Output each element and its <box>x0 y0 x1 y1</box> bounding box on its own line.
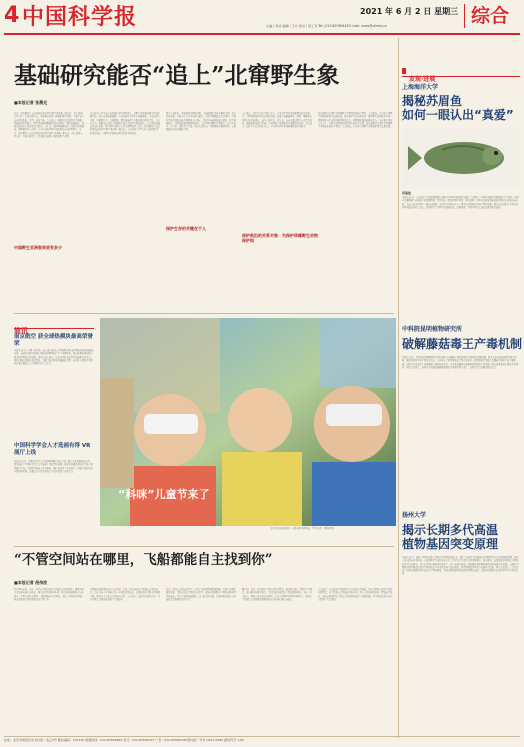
fish-credit: 苏眉鱼 <box>402 191 412 195</box>
lead-subhead-1: 中国野生亚洲象到底有多少 <box>14 245 62 250</box>
footer-info: 社址：北京市海淀区中关村南一条乙3号 邮政编码：100190 新闻热线：010-62580699 发行：010-62580707 广告：010-62580708 国内统一刊号 CN11-0084 邮发代号 1-82 <box>4 738 244 742</box>
fish-org: 上海海洋大学 <box>402 84 439 91</box>
bottom-title-line-1: 揭示长期多代高温 <box>402 523 499 537</box>
brief-2-body: 本报讯 近日，中国科学学会人才选画VR展厅正式上线。展厅采用虚拟现实技术，集中展示了中国科学学会人才选画工作取得的成果。观众可以通过网络足不出户浏览展厅内容，了解优秀科技人才的事迹。展厅还设置了互动环节，增强了观众的参与感和体验感。该展厅的上线为科技人才宣传提供了新的平台。 <box>14 460 93 473</box>
lead-column-5: 此次象群北迁事件为我国野生动物保护敲响了警钟。专家建议，应尽快完善野生动物保护相关法律法规，建立健全生态补偿机制，推动野生动物保护由单一物种保护向生态系统整体保护转变。同时要加强基础研究投入，培养相关领域专业人才，为野生动物保护提供坚实的科学支撑。此次象群北迁事件为我国野生动物保护敲响了警钟。专家建议，应尽快完善野生动物保护相关法律法规。 <box>318 112 393 129</box>
children-vr-photo <box>100 318 396 526</box>
space-column-4: 据介绍，天舟二号共携带了航天员生活物资、舱外航天服、空间站平台物资、部分载荷和推进剂等，为后续航天员进驻空间站做好准备。天舟二号入轨后，顺利完成入轨状态设置，于北京时间5月30日5时01分，采用自主快速交会对接模式精准对接于天和核心舱后向端口。 <box>242 588 312 601</box>
bottom-article-body: 本报讯 近日，扬州大学研究团队在国际学术期刊发表论文，揭示了长期多代高温胁迫下植物基因突变的规律和原理。研究人员以拟南芥为材料，在高温条件下连续培养多代，并对其后代进行全基因组测序。研究发现，长期高温显著提高了植物的基因突变频率，且突变类型以单碱基替换为主。进一步研究表明，高温通过影响DNA修复机制导致突变积累。该研究为理解全球气候变暖背景下植物的适应性进化提供了新的视角，对作物耐热育种具有重要参考价值。研究人员表示，后续将进一步探索高温诱导突变的分子调控网络，为培育耐高温作物品种提供理论支撑。该研究得到国家自然科学基金等项目资助。 <box>402 556 519 576</box>
space-column-2: 中国航天科技集团五院专家介绍，天舟二号采用的自主快速交会对接技术，是在天舟一号基础上进一步优化改进而来。这项技术使飞船无需地面干预，即可自主完成交会对接全过程。专家表示，该技术的成功应用，为后续载人飞船对接积累了宝贵经验。 <box>90 588 160 601</box>
napoleon-fish-photo <box>402 128 520 188</box>
mid-title: 破解藤菇毒王产毒机制 <box>402 337 523 351</box>
lead-byline: ■本报记者 张晨光 <box>14 100 48 105</box>
lead-column-1: 近日，原本栖息在云南西双版纳的15头野生亚洲象一路北迁，进入昆明市晋宁区，引发全球关注。亚洲象是我国一级保护野生动物，主要分布在云南西双版纳、普洱、临沧等地。专家表示，象群北迁的原因尚不明确，基础研究亟需跟上。野生亚洲象种群数量的持续增长，栖息地破碎化，食物资源变化等都可能是其原因。多年来，我国亚洲象保护工作取得显著成效，种群数量由上世纪八十年代的约180头增加到目前的约300头。近日，原本栖息在云南西双版纳的15头野生亚洲象一路北迁，进入昆明市晋宁区，引发全球关注。亚洲象是我国一级保护野生动物。 <box>14 112 84 139</box>
bottom-org: 扬州大学 <box>402 512 427 519</box>
lead-headline: 基础研究能否“追上”北窜野生象 <box>14 62 340 89</box>
lead-subhead-3: 保护前沿的关系对象：为保护珍稀野生动物保护网 <box>242 233 318 243</box>
brief-1-body: 本报讯 近日，中国工程院院士南京航空航天大学某研究团队获得国际热能领域最高荣誉。该团队的研究成果在国际热管理领域产生了重要影响，研究成果将推动航空航天热管理技术的发展。团队负责人表示，这是对团队长期坚持基础研究的肯定。团队将继续深耕热科学领域，为航空航天事业发展贡献力量。该团队在国际学术期刊发表多篇论文，得到同行的广泛关注。 <box>14 349 94 366</box>
lead-column-4: 专家表示，保护生存的关键在于人。应当科学评估亚洲象栖息地的承载力，合理规划保护区的范围和功能，加强生态廊道建设。同时，要做好社区居民的宣传教育，减少人象冲突。近年来，云南省通过建立公众责任保险、修建防象设施等措施，有效降低了亚洲象对当地群众的影响。专家表示，保护生存的关键在于人。应当科学评估亚洲象栖息地的承载力。 <box>242 112 312 129</box>
masthead-rule <box>4 33 520 35</box>
footer-rule <box>4 736 520 737</box>
fish-title-line-1: 揭秘苏眉鱼 <box>402 94 463 108</box>
fish-image <box>402 128 520 188</box>
briefs-label: 简讯 <box>14 318 94 329</box>
lead-bottom-rule <box>14 313 394 314</box>
fish-title-line-2: 如何一眼认出“真爱” <box>402 108 514 122</box>
fish-article-body: 本报讯 近日，上海海洋大学教授课题组在国际学术期刊发表研究成果，首次揭示了苏眉鱼视觉识别配偶的分子机制。苏眉鱼是珊瑚礁生态系统中的重要物种，也是国家一级保护野生动物。研究发现，苏眉鱼的视觉系统能够识别特定的体色和花纹，从而在众多同类中一眼认出配偶。该研究为苏眉鱼的人工繁育和资源保护提供了理论依据。研究人员利用行为学实验和基因表达分析等方法，系统研究了苏眉鱼的视觉偏好。结果表明，苏眉鱼对特定波长的光线更为敏感。 <box>402 196 519 209</box>
staff-line: 主编 / 肖洁 编辑 / 王方 校对 / 何工苏 Tel: (010)62580618 E-mail: news@stimes.cn <box>266 24 388 28</box>
lead-column-2: 北京林业大学生态与自然保护学院教授表示，对野生亚洲象的研究仍然不够系统，缺少长期监测数据。当前的研究多集中在种群数量、分布范围等方面，对象群行为、迁移规律、栖息地选择等方面的研究明显不足。有专家认为，象群北迁反映了基础研究滞后于保护实践的现实。专家建议加强长期定位监测，建立野生动物与人冲突预警机制。近日，原本栖息在云南西双版纳的15头野生亚洲象一路北迁。北京林业大学生态与自然保护学院教授表示，对野生亚洲象的研究仍然不够系统。 <box>90 112 160 135</box>
right-top-label: 发现·进展 <box>402 66 520 77</box>
lead-subhead-2: 保护生存的关键在于人 <box>166 226 206 231</box>
space-column-5: 专家表示，未来我国空间站将进入常态化运营阶段，货运飞船将定期为空间站补给物资。自主快速交会对接技术的应用，将大大提高补给效率，降低运营成本。这标志着我国在空间交会对接领域取得了重要进展，为空间站长期在轨运行提供了有力保障。 <box>318 588 393 601</box>
photo-credit: 第六届科普活动现场，小朋友体验VR科技。图片来源：中国科学院 <box>270 527 335 530</box>
section-tab: 综合 <box>464 4 523 28</box>
space-top-rule <box>14 546 394 547</box>
masthead-logo: 中国科学报 <box>22 4 138 30</box>
issue-date: 2021 年 6 月 2 日 星期三 <box>360 7 459 16</box>
brief-2-title: 中国科学学会人才选画有得 VR 展厅上线 <box>14 443 91 456</box>
space-column-1: 5月30日凌晨，天舟二号货运飞船采用自主快速交会对接模式，精准对接于天和核心舱后向端口，整个过程历时约8小时。航天员和地面研究人员表示，不管空间站在哪里，飞船都能自主找到你。天舟二号的成功对接，标志着我国空间站建设迈出关键一步。 <box>14 588 84 601</box>
page-number: 4 <box>4 3 20 28</box>
space-byline: ■本报记者 倪伟波 <box>14 580 48 585</box>
space-headline: “不管空间站在哪里，飞船都能自主找到你” <box>14 552 273 568</box>
lead-column-3: 研究人员指出，亚洲象属于群居动物，家族群通常由成年雌象带领。对它们的取食、迁移与社会行为的深入研究，有助于理解此次北迁事件。中国科学院西双版纳热带植物园专家表示，保护区内森林郁闭度增加，林下植被减少，可能导致亚洲象食物短缺。专家呼吁开展跨学科研究，综合生态学、行为学、遗传学等手段。研究人员指出，亚洲象属于群居动物，家族群通常由成年雌象带领。 <box>166 112 236 132</box>
mid-article-body: 本报讯 近日，中科院昆明植物研究所研究团队在毒蘑菇产毒机制研究方面取得重要进展。研究人员以致命鹅膏为研究对象，通过基因组学和生物化学方法，首次揭示了鹅膏毒肽的生物合成途径。鹅膏毒肽是导致人类蘑菇中毒死亡的主要毒素。该研究不仅加深了对毒蘑菇产毒机制的认识，也为开发蘑菇中毒解毒药物提供了新思路。研究成果发表于国际学术期刊。研究人员表示，我国每年因误食毒蘑菇导致的中毒事件时有发生，该研究具有重要的现实意义。 <box>402 356 518 369</box>
space-column-3: 天舟二号的交会对接过程中，应用了多种新型测量敏感器，实现了高精度相对导航。飞船在接近空间站的过程中，能够实时测量与空间站的相对位置和姿态，并自主规划对接路线。这一技术的突破，使我国航天器交会对接能力达到国际先进水平。 <box>166 588 236 601</box>
right-top-marker <box>402 68 406 74</box>
mid-org: 中科院昆明植物研究所 <box>402 326 463 333</box>
right-column-divider <box>398 38 399 738</box>
brief-1-title: 南京航空 获全球热模块最高荣誉荣 <box>14 334 93 347</box>
bottom-title-line-2: 植物基因突变原理 <box>402 537 499 551</box>
photo-caption: “科咪”儿童节来了 <box>118 488 210 501</box>
